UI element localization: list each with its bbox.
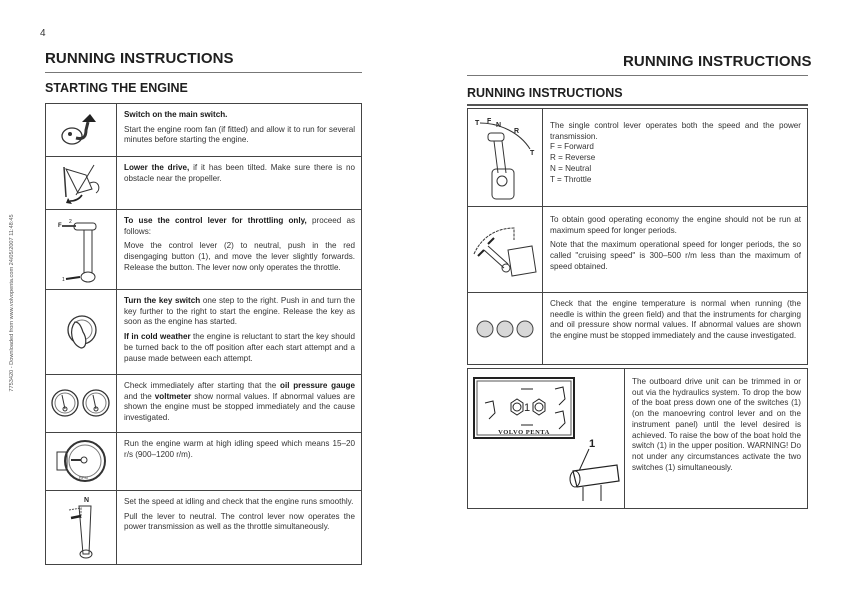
lever-position-r: R	[514, 127, 520, 135]
single-lever-icon	[468, 113, 542, 203]
step-image-cell	[468, 369, 625, 509]
download-watermark-text: 7753420 - Downloaded from www.volvopenta.com 24/05/2007 11:48:45	[9, 214, 15, 392]
step-text: Check that the engine temperature is normal when running (the needle is within the green field) and that the instruments for charging and oil pressure show normal values. If abnormal values are shown the engine must be stopped immediately and the cause investigated.	[550, 299, 801, 341]
lever-position-t2: T	[530, 149, 535, 157]
right-steps-table	[467, 108, 808, 365]
step-text: show normal values. If abnormal values are shown the engine must be stopped immediately and the cause investigated.	[124, 391, 355, 423]
step-text-cell	[117, 290, 362, 375]
svg-text:F: F	[58, 222, 62, 229]
step-paragraph: Pull the lever to neutral. The control lever now operates the power transmission as well as the throttle simultaneously.	[124, 511, 355, 532]
step-subheading: If in cold weather	[124, 332, 191, 342]
tachometer-icon	[46, 438, 116, 484]
control-lever-icon	[46, 215, 116, 285]
step-row	[468, 369, 808, 509]
step-text: proceed as follows:	[124, 216, 356, 236]
step-image-cell	[46, 104, 117, 157]
step-image-cell	[468, 207, 543, 293]
step-text-cell	[543, 207, 808, 293]
right-page-title: RUNNING INSTRUCTIONS	[623, 53, 812, 70]
step-row	[46, 157, 362, 210]
lever-position-f: F	[487, 117, 492, 125]
lower-drive-icon	[46, 161, 116, 205]
step-row	[46, 490, 362, 564]
switch-callout-lever: 1	[589, 438, 596, 450]
step-row	[46, 104, 362, 157]
step-text: To obtain good operating economy the engine should not be run at maximum speed for longer periods.	[550, 215, 801, 235]
step-text: The single control lever operates both the speed and the power transmission.	[550, 121, 801, 141]
right-page-subtitle: RUNNING INSTRUCTIONS	[467, 86, 623, 100]
step-heading: To use the control lever for throttling only,	[124, 216, 307, 225]
key-switch-icon	[46, 312, 116, 352]
legend-neutral: N = Neutral	[550, 163, 592, 173]
step-row	[46, 432, 362, 490]
instrument-lamps-icon	[468, 319, 542, 339]
step-image-cell	[46, 490, 117, 564]
left-page-title: RUNNING INSTRUCTIONS	[45, 50, 234, 67]
oil-pressure-gauge-term: oil pressure gauge	[280, 381, 355, 390]
step-row	[468, 293, 808, 365]
trim-panel-icon	[468, 375, 624, 503]
svg-text:1: 1	[62, 276, 65, 283]
left-steps-table	[45, 103, 362, 565]
step-text-cell	[117, 104, 362, 157]
cruising-lever-icon	[468, 220, 542, 280]
step-text: and the	[124, 391, 155, 401]
step-paragraph: Move the control lever (2) to neutral, push in the red disengaging button (1), and move the lever slightly forwards. Release the button. The lever now only operates the throttle.	[124, 241, 355, 272]
download-watermark	[4, 205, 16, 405]
step-heading: Switch on the main switch.	[124, 110, 228, 119]
step-text-cell	[543, 109, 808, 207]
step-text: one step to the right. Push in and turn the key further to the right to start the engine. Release the key as soon as the engine has started.	[124, 296, 355, 327]
step-image-cell	[46, 210, 117, 290]
neutral-label: N	[84, 497, 90, 505]
gauges-icon	[46, 387, 116, 419]
left-title-rule	[45, 72, 362, 73]
right-title-rule	[467, 75, 808, 76]
step-text: Run the engine warm at high idling speed which means 15–20 r/s (900–1200 r/m).	[124, 438, 355, 459]
neutral-lever-icon	[46, 494, 116, 560]
step-row	[46, 210, 362, 290]
voltmeter-term: voltmeter	[154, 391, 192, 401]
step-heading: Turn the key switch	[124, 296, 201, 305]
right-subtitle-rule	[467, 104, 808, 106]
volvo-penta-brand: VOLVO PENTA	[498, 429, 550, 436]
step-paragraph: Start the engine room fan (if fitted) and allow it to run for several minutes before starting the engine.	[124, 124, 355, 145]
step-image-cell	[46, 157, 117, 210]
step-text-cell	[117, 490, 362, 564]
svg-text:2: 2	[69, 218, 72, 225]
step-image-cell	[468, 109, 543, 207]
step-paragraph: Note that the maximum operational speed for longer periods, the so called "cruising speed" is 300–500 r/m less than the maximum of speed obtained.	[550, 240, 801, 271]
step-image-cell	[46, 375, 117, 433]
step-text: Check immediately after starting that the	[124, 381, 281, 390]
step-text: Set the speed at idling and check that the engine runs smoothly.	[124, 496, 354, 506]
legend-throttle: T = Throttle	[550, 174, 592, 184]
step-image-cell	[46, 432, 117, 490]
step-row	[46, 290, 362, 375]
step-text-cell	[117, 432, 362, 490]
legend-forward: F = Forward	[550, 142, 594, 152]
page-number: 4	[40, 28, 46, 39]
step-text-cell	[117, 375, 362, 433]
step-text-cell	[625, 369, 808, 509]
trim-step-table	[467, 368, 808, 509]
lever-position-t: T	[475, 119, 480, 127]
step-text-cell	[117, 157, 362, 210]
legend-reverse: R = Reverse	[550, 153, 596, 163]
rpm-label: RPM	[79, 475, 88, 481]
switch-callout-panel: 1	[524, 402, 531, 414]
step-text: The outboard drive unit can be trimmed in or out via the hydraulics system. To drop the bow of the boat press down one of the switches (1) (on the manoevring control lever and on the instrument panel) until the level desired is achieved. To raise the bow of the boat hold the switch (1) in the upper position. WARNING! Do not under any circumstances activate the two switches (1) simultaneously.	[632, 377, 801, 472]
step-row	[468, 207, 808, 293]
step-image-cell	[46, 290, 117, 375]
step-text-cell	[117, 210, 362, 290]
step-text: if it has been tilted. Make sure there is no obstacle near the propeller.	[124, 163, 355, 183]
step-heading: Lower the drive,	[124, 163, 190, 172]
step-paragraph: the engine is reluctant to start the key should be turned back to the off position after each start attempt and a pause made between each attempt.	[124, 332, 355, 363]
main-switch-icon	[46, 110, 116, 150]
left-page-subtitle: STARTING THE ENGINE	[45, 81, 188, 95]
lever-position-n: N	[496, 121, 502, 129]
step-row	[46, 375, 362, 433]
step-text-cell	[543, 293, 808, 365]
step-row	[468, 109, 808, 207]
step-image-cell	[468, 293, 543, 365]
